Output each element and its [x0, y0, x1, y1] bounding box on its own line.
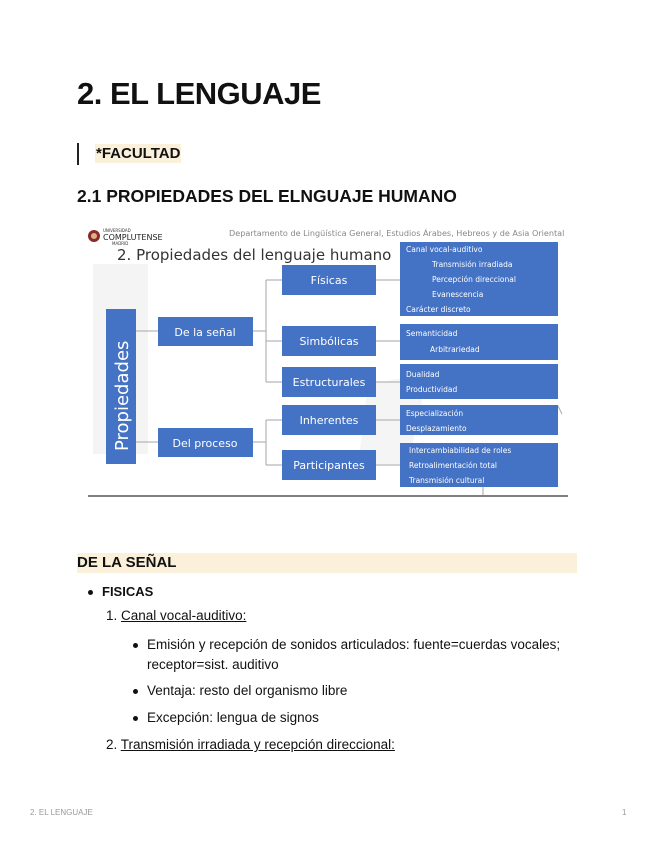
page-title: 2. EL LENGUAJE	[77, 76, 321, 111]
subsection-heading: DE LA SEÑAL	[77, 553, 577, 573]
department-label: Departamento de Lingüística General, Estudios Árabes, Hebreos y de Asia Oriental	[229, 228, 565, 238]
callout-text: *FACULTAD	[96, 145, 181, 162]
section-heading: 2.1 PROPIEDADES DEL ELNGUAJE HUMANO	[77, 186, 457, 206]
university-name: COMPLUTENSE	[103, 233, 163, 242]
list-item-1-label: Canal vocal-auditivo:	[121, 608, 247, 623]
box-inherentes-label: Inherentes	[299, 414, 359, 427]
list-item-2-label: Transmisión irradiada y recepción direccional:	[120, 737, 395, 752]
bullet-item-2-text: Ventaja: resto del organismo libre	[147, 683, 348, 698]
bullet-icon	[88, 590, 93, 595]
box-del-proceso-label: Del proceso	[172, 437, 238, 450]
simbolicas-item-2: Arbitrariedad	[430, 345, 480, 354]
fisicas-item-4: Evanescencia	[432, 290, 484, 299]
footer-title: 2. EL LENGUAJE	[30, 808, 93, 817]
root-label: Propiedades	[112, 340, 133, 451]
participantes-item-3: Transmisión cultural	[409, 476, 485, 485]
box-de-la-senal-label: De la señal	[174, 326, 236, 339]
bullet-item-3-text: Excepción: lengua de signos	[147, 710, 319, 725]
inherentes-item-2: Desplazamiento	[406, 424, 467, 433]
callout-quote	[77, 143, 181, 165]
list-heading	[88, 584, 153, 599]
box-participantes-label: Participantes	[293, 459, 365, 472]
fisicas-item-3: Percepción direccional	[432, 275, 516, 284]
bullet-item-1	[133, 635, 573, 675]
diagram-title: 2. Propiedades del lenguaje humano	[117, 246, 392, 264]
estructurales-item-2: Productividad	[406, 385, 458, 394]
estructurales-item-1: Dualidad	[406, 370, 440, 379]
bullet-icon	[133, 689, 138, 694]
fisicas-item-2: Transmisión irradiada	[432, 260, 513, 269]
fisicas-item-1: Canal vocal-auditivo	[406, 245, 483, 254]
page-number: 1	[622, 808, 627, 817]
university-small-label: UNIVERSIDAD	[103, 228, 131, 233]
bullet-icon	[133, 716, 138, 721]
bullet-item-1-text: Emisión y recepción de sonidos articulados: fuente=cuerdas vocales; receptor=sist. auditivo	[147, 637, 561, 672]
list-item-1	[106, 608, 246, 623]
participantes-item-1: Intercambiabilidad de roles	[409, 446, 512, 455]
bullet-icon	[133, 643, 138, 648]
fisicas-item-5: Carácter discreto	[406, 305, 471, 314]
participantes-item-2: Retroalimentación total	[409, 461, 497, 470]
properties-diagram-image	[88, 224, 568, 498]
list-heading-text: FISICAS	[102, 584, 154, 599]
university-city: MADRID	[112, 241, 129, 246]
bullet-item-2	[133, 681, 573, 701]
box-estructurales-label: Estructurales	[292, 376, 366, 389]
box-fisicas-label: Físicas	[310, 274, 348, 287]
inherentes-item-1: Especialización	[406, 409, 464, 418]
box-simbolicas-label: Simbólicas	[299, 335, 359, 348]
list-item-1-number: 1.	[106, 608, 118, 623]
bullet-item-3	[133, 708, 573, 728]
simbolicas-item-1: Semanticidad	[406, 329, 458, 338]
list-item-2	[106, 737, 395, 752]
list-item-2-number: 2.	[106, 737, 118, 752]
university-seal-icon	[88, 230, 100, 242]
